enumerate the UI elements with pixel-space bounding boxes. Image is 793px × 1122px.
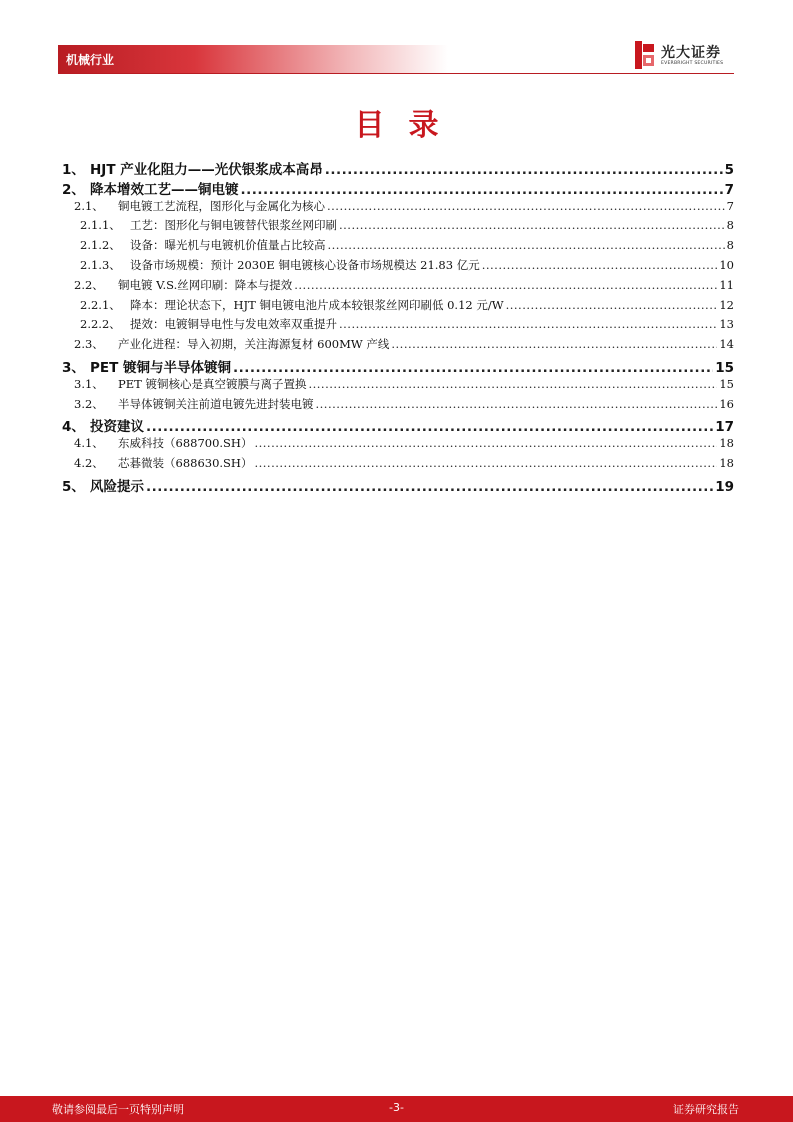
toc-entry-title: 半导体镀铜关注前道电镀先进封装电镀 bbox=[118, 396, 314, 411]
toc-entry-number: 4.1、 bbox=[74, 436, 104, 451]
logo-english-name: EVERBRIGHT SECURITIES bbox=[661, 61, 724, 66]
toc-entry-page: 11 bbox=[719, 277, 734, 292]
toc-entry-number: 2.2.1、 bbox=[80, 297, 121, 312]
toc-entry-number: 1、 bbox=[62, 162, 85, 178]
toc-entry-title: 设备：曝光机与电镀机价值量占比较高 bbox=[130, 238, 326, 253]
toc-entry-page: 15 bbox=[719, 376, 734, 391]
toc-leader-dots bbox=[316, 397, 718, 411]
toc-entry-page: 18 bbox=[719, 436, 734, 451]
toc-entry-number: 3、 bbox=[62, 360, 85, 376]
toc-leader-dots bbox=[339, 218, 725, 232]
toc-entry-number: 2.1.2、 bbox=[80, 238, 121, 253]
toc-entry[interactable] bbox=[58, 217, 734, 233]
toc-entry-page: 14 bbox=[719, 337, 734, 352]
toc-entry-title: 设备市场规模：预计 2030E 铜电镀核心设备市场规模达 21.83 亿元 bbox=[130, 258, 480, 272]
toc-entry-number: 4.2、 bbox=[74, 456, 104, 470]
toc-entry-number: 2.1、 bbox=[74, 198, 104, 213]
toc-entry-title: 产业化进程：导入初期，关注海源复材 600MW 产线 bbox=[118, 337, 390, 352]
toc-entry-title: 工艺：图形化与铜电镀替代银浆丝网印刷 bbox=[130, 218, 337, 233]
toc-entry-page: 18 bbox=[719, 456, 734, 470]
toc-entry[interactable] bbox=[58, 277, 734, 293]
toc-leader-dots bbox=[241, 182, 723, 198]
page-title: 目录 bbox=[354, 108, 463, 143]
toc-entry[interactable] bbox=[58, 356, 734, 376]
toc-entry-title: 投资建议 bbox=[90, 419, 144, 436]
toc-entry-page: 15 bbox=[715, 360, 734, 376]
toc-entry-title: PET 镀铜与半导体镀铜 bbox=[90, 360, 232, 376]
toc-leader-dots bbox=[339, 317, 717, 331]
toc-entry-title: HJT 产业化阻力——光伏银浆成本高昂 bbox=[90, 162, 323, 178]
logo-mark-icon bbox=[634, 40, 656, 70]
industry-label: 机械行业 bbox=[66, 53, 115, 67]
toc-entry-title: 铜电镀工艺流程，图形化与金属化为核心 bbox=[118, 198, 325, 213]
toc-leader-dots bbox=[254, 456, 717, 470]
toc-leader-dots bbox=[254, 436, 717, 450]
toc-entry[interactable] bbox=[58, 297, 734, 313]
footer-disclaimer: 敬请参阅最后一页特别声明 bbox=[52, 1103, 184, 1116]
page-number: -3- bbox=[389, 1101, 404, 1114]
toc-leader-dots bbox=[308, 377, 717, 391]
logo-chinese-name: 光大证券 bbox=[661, 45, 721, 61]
toc-entry-page: 19 bbox=[715, 478, 734, 495]
toc-leader-dots bbox=[328, 238, 725, 252]
toc-entry-title: 提效：电镀铜导电性与发电效率双重提升 bbox=[130, 317, 337, 332]
toc-entry-title: 东威科技（688700.SH） bbox=[118, 436, 253, 451]
toc-entry[interactable] bbox=[58, 435, 734, 451]
toc-entry-number: 2.2.2、 bbox=[80, 317, 121, 332]
toc-entry[interactable] bbox=[58, 158, 734, 178]
toc-entry-page: 13 bbox=[719, 317, 734, 332]
toc-entry-title: 降本增效工艺——铜电镀 bbox=[90, 181, 239, 198]
toc-entry[interactable] bbox=[58, 178, 734, 198]
toc-entry-number: 2.3、 bbox=[74, 337, 104, 352]
toc-entry[interactable] bbox=[58, 198, 734, 214]
toc-leader-dots bbox=[327, 199, 725, 213]
toc-entry-number: 2、 bbox=[62, 181, 85, 198]
toc-entry-title: 芯碁微装（688630.SH） bbox=[118, 456, 253, 470]
toc-entry-page: 8 bbox=[726, 218, 734, 233]
toc-entry-number: 3.2、 bbox=[74, 396, 104, 411]
toc-entry[interactable] bbox=[58, 316, 734, 332]
toc-entry-page: 5 bbox=[724, 162, 734, 178]
toc-entry[interactable] bbox=[58, 376, 734, 392]
toc-entry-number: 2.1.1、 bbox=[80, 218, 121, 233]
toc-entry-number: 2.1.3、 bbox=[80, 258, 121, 272]
toc-entry-page: 16 bbox=[719, 396, 734, 411]
toc-entry[interactable] bbox=[58, 455, 734, 471]
toc-entry[interactable] bbox=[58, 237, 734, 253]
toc-entry-number: 3.1、 bbox=[74, 376, 104, 391]
toc-entry[interactable] bbox=[58, 475, 734, 495]
header-banner bbox=[58, 45, 448, 73]
toc-entry-page: 12 bbox=[719, 297, 734, 312]
toc-entry-page: 10 bbox=[719, 258, 734, 272]
toc-entry-title: 铜电镀 V.S.丝网印刷：降本与提效 bbox=[118, 277, 293, 292]
toc-entry-number: 2.2、 bbox=[74, 277, 104, 292]
toc-entry[interactable] bbox=[58, 257, 734, 273]
toc-leader-dots bbox=[506, 298, 718, 312]
company-logo bbox=[634, 40, 734, 70]
toc-leader-dots bbox=[325, 162, 723, 178]
header-divider bbox=[58, 73, 734, 74]
toc-entry[interactable] bbox=[58, 415, 734, 435]
toc-entry[interactable] bbox=[58, 336, 734, 352]
toc-entry-page: 8 bbox=[726, 238, 734, 253]
toc-leader-dots bbox=[233, 360, 713, 376]
toc-leader-dots bbox=[294, 278, 717, 292]
toc-entry-page: 17 bbox=[715, 419, 734, 436]
toc-entry[interactable] bbox=[58, 396, 734, 412]
toc-entry-title: 降本：理论状态下，HJT 铜电镀电池片成本较银浆丝网印刷低 0.12 元/W bbox=[130, 297, 504, 312]
footer-report-type: 证券研究报告 bbox=[673, 1103, 739, 1116]
toc-leader-dots bbox=[146, 419, 713, 435]
toc-entry-title: 风险提示 bbox=[90, 478, 144, 495]
toc-leader-dots bbox=[482, 258, 718, 272]
toc-entry-title: PET 镀铜核心是真空镀膜与离子置换 bbox=[118, 376, 307, 391]
toc-leader-dots bbox=[391, 337, 717, 351]
toc-entry-number: 4、 bbox=[62, 419, 85, 436]
toc-entry-number: 5、 bbox=[62, 478, 85, 495]
toc-entry-page: 7 bbox=[726, 198, 734, 213]
toc-entry-page: 7 bbox=[724, 181, 734, 198]
toc-leader-dots bbox=[146, 479, 713, 495]
